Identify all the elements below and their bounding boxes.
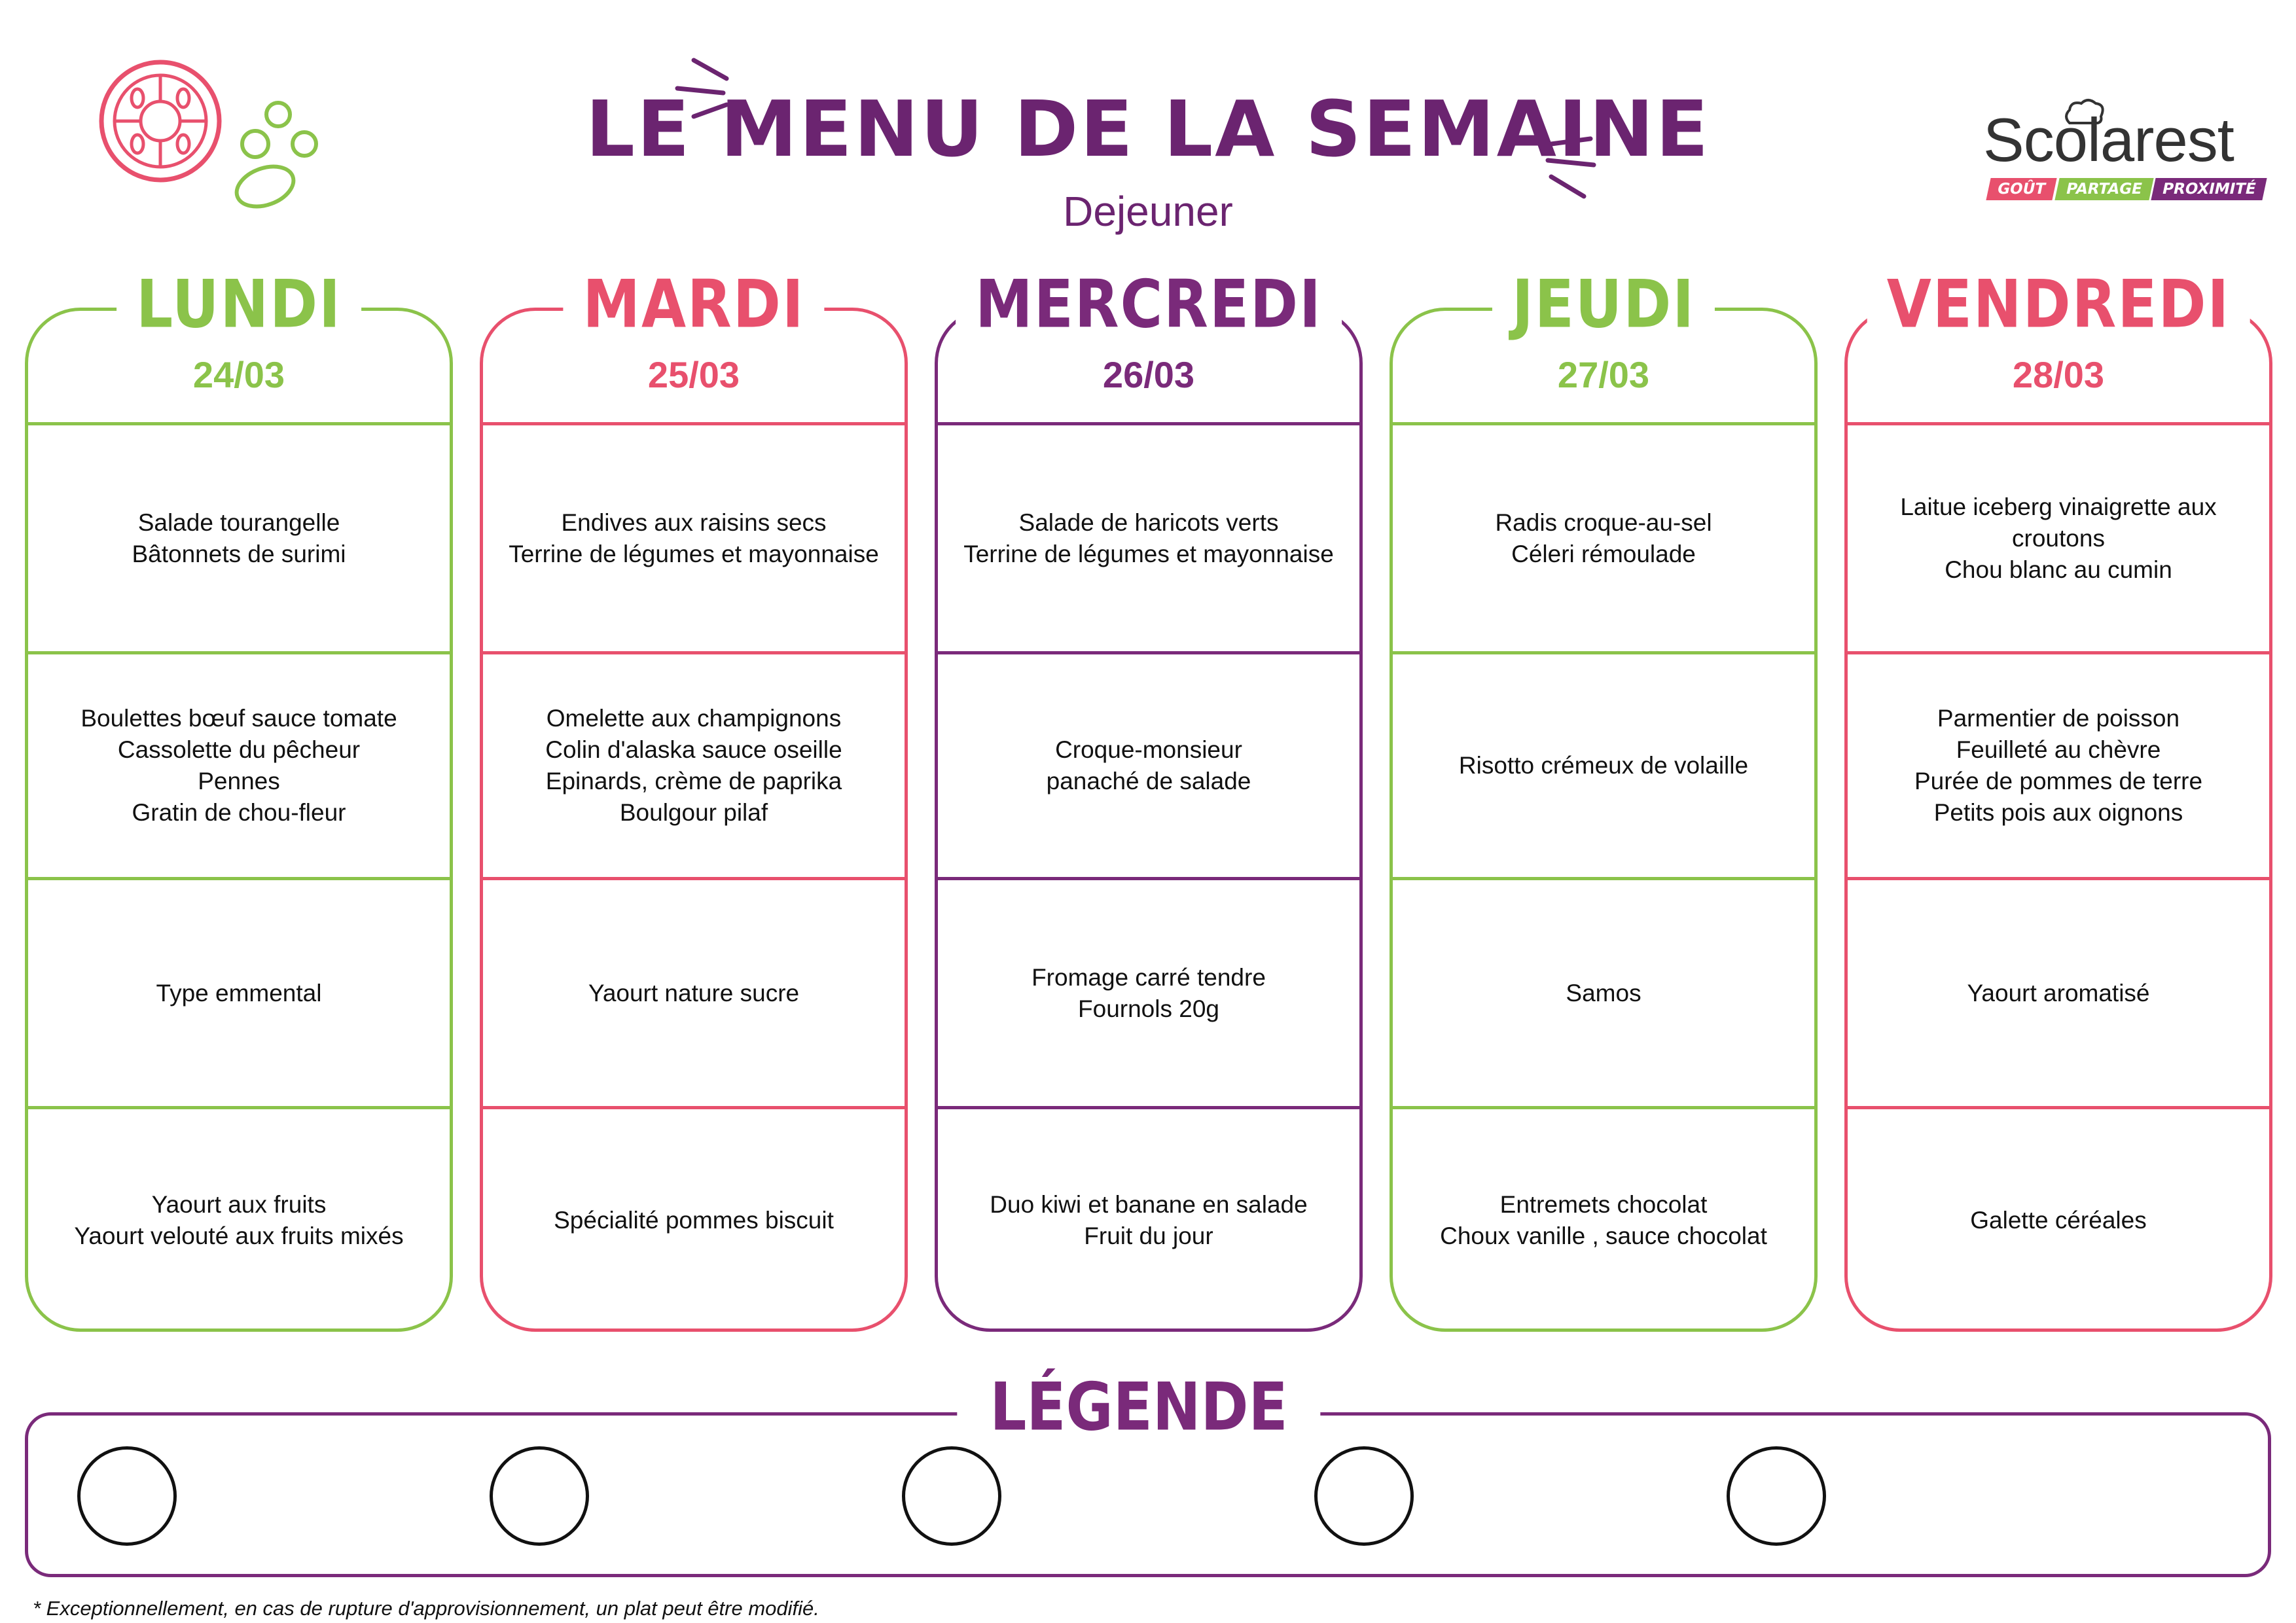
- menu-cell: [29, 425, 448, 651]
- menu-item: Colin d'alaska sauce oseille: [545, 736, 842, 763]
- menu-item: Risotto crémeux de volaille: [1458, 752, 1749, 779]
- day-date: 25/03: [647, 354, 740, 395]
- menu-item: Fournols 20g: [1078, 995, 1219, 1022]
- menu-cell: [29, 1109, 448, 1332]
- menu-item: Feuilleté au chèvre: [1956, 736, 2161, 763]
- day-date: 27/03: [1557, 354, 1650, 395]
- menu-item: Type emmental: [156, 979, 322, 1007]
- menu-item: Bâtonnets de surimi: [132, 540, 346, 567]
- menu-cell: [939, 1109, 1358, 1332]
- menu-item: Fruit du jour: [1084, 1222, 1213, 1249]
- menu-item: Fromage carré tendre: [1031, 963, 1266, 991]
- legend-title: LÉGENDE: [957, 1355, 1320, 1460]
- tagline-proximite: PROXIMITÉ: [2151, 178, 2268, 200]
- legend-circle: [1727, 1446, 1826, 1546]
- menu-item: Omelette aux champignons: [546, 705, 842, 732]
- menu-cell: [939, 654, 1358, 877]
- day-name: JEUDI: [1492, 259, 1715, 349]
- meal-subtitle: Dejeuner: [1063, 188, 1233, 235]
- day-name: MERCREDI: [956, 259, 1342, 349]
- legend-circle: [490, 1446, 589, 1546]
- legend-circle: [77, 1446, 177, 1546]
- menu-item: Boulettes bœuf sauce tomate: [81, 705, 397, 732]
- legend-circle: [1314, 1446, 1414, 1546]
- menu-item: Boulgour pilaf: [619, 799, 768, 826]
- menu-cell: [484, 1109, 903, 1332]
- menu-item: Terrine de légumes et mayonnaise: [963, 540, 1334, 567]
- day-date: 26/03: [1102, 354, 1195, 395]
- menu-item: Salade tourangelle: [137, 508, 340, 536]
- page-title: LE MENU DE LA SEMAINE: [585, 84, 1711, 174]
- legend-circle: [902, 1446, 1001, 1546]
- menu-item: Yaourt nature sucre: [588, 979, 800, 1007]
- tagline-gout: GOÛT: [1986, 178, 2056, 200]
- menu-item: Parmentier de poisson: [1937, 705, 2180, 732]
- menu-item: Chou blanc au cumin: [1945, 556, 2172, 583]
- menu-cell: [1394, 1109, 1813, 1332]
- menu-cell: [484, 880, 903, 1106]
- menu-item: Spécialité pommes biscuit: [554, 1207, 834, 1234]
- menu-item: Yaourt aromatisé: [1967, 979, 2150, 1007]
- menu-item: Choux vanille , sauce chocolat: [1440, 1222, 1767, 1249]
- menu-cell: [1394, 880, 1813, 1106]
- menu-item: Yaourt aux fruits: [151, 1191, 327, 1218]
- brand-taglines: [1988, 178, 2268, 200]
- day-name: VENDREDI: [1867, 259, 2250, 349]
- day-date: 24/03: [192, 354, 285, 395]
- footnote: * Exceptionnellement, en cas de rupture d'approvisionnement, un plat peut être modifié.: [33, 1597, 819, 1620]
- menu-item: Céleri rémoulade: [1511, 540, 1696, 567]
- menu-item: Epinards, crème de paprika: [545, 768, 842, 794]
- day-name: MARDI: [563, 259, 824, 349]
- brand-logo: Scolarest: [1983, 105, 2234, 174]
- menu-cell: [1849, 880, 2268, 1106]
- menu-item: Terrine de légumes et mayonnaise: [509, 540, 879, 567]
- menu-item: Pennes: [198, 768, 280, 794]
- menu-item: Samos: [1566, 979, 1641, 1007]
- menu-item: Croque-monsieur: [1055, 736, 1242, 763]
- menu-item: Radis croque-au-sel: [1495, 508, 1712, 536]
- menu-item: Petits pois aux oignons: [1933, 799, 2183, 826]
- menu-item: Cassolette du pêcheur: [117, 736, 361, 763]
- menu-item: panaché de salade: [1046, 768, 1251, 794]
- menu-item: Salade de haricots verts: [1018, 508, 1279, 536]
- menu-item: Entremets chocolat: [1499, 1191, 1708, 1218]
- menu-cell: [484, 654, 903, 877]
- menu-item: Gratin de chou-fleur: [132, 799, 346, 826]
- menu-item: Galette céréales: [1970, 1207, 2147, 1234]
- menu-cell: [1849, 654, 2268, 877]
- menu-cell: [484, 425, 903, 651]
- menu-cell: [1849, 1109, 2268, 1332]
- menu-cell: [1394, 425, 1813, 651]
- menu-cell: [1849, 425, 2268, 651]
- menu-item: Purée de pommes de terre: [1914, 768, 2203, 794]
- menu-item: Endives aux raisins secs: [561, 508, 827, 536]
- menu-item: Duo kiwi et banane en salade: [990, 1191, 1308, 1218]
- menu-cell: [939, 880, 1358, 1106]
- tagline-partage: PARTAGE: [2054, 178, 2153, 200]
- menu-item: Laitue iceberg vinaigrette aux croutons: [1900, 493, 2217, 552]
- menu-cell: [29, 880, 448, 1106]
- day-date: 28/03: [2012, 354, 2105, 395]
- menu-item: Yaourt velouté aux fruits mixés: [74, 1222, 404, 1249]
- menu-cell: [939, 425, 1358, 651]
- menu-cell: [29, 654, 448, 877]
- menu-cell: [1394, 654, 1813, 877]
- day-name: LUNDI: [117, 259, 361, 349]
